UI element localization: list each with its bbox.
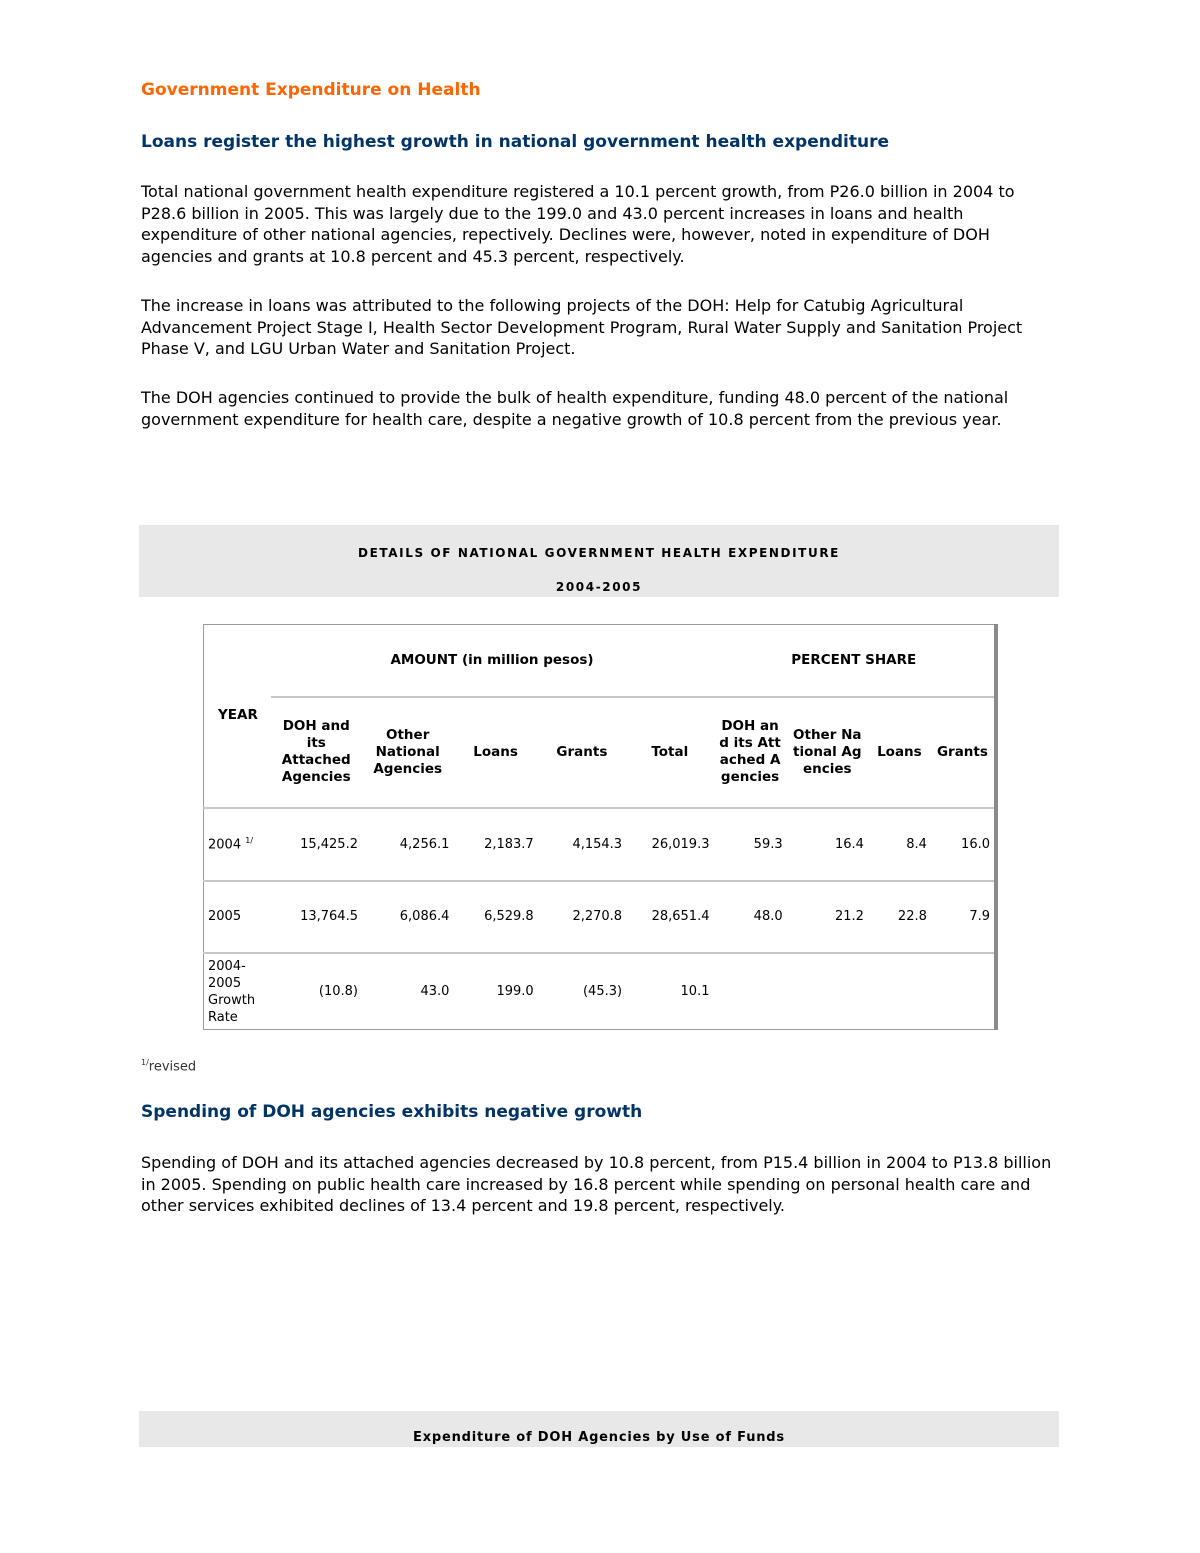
loans-amount-cell: 2,183.7	[453, 808, 537, 881]
grants-share-cell: 7.9	[931, 881, 996, 954]
loans-share-cell: 22.8	[868, 881, 931, 954]
col-total-amount: Total	[626, 697, 713, 808]
total-amount-cell: 26,019.3	[626, 808, 713, 881]
grants-share-cell: 16.0	[931, 808, 996, 881]
col-doh-share: DOH and its Attached Agencies	[713, 697, 786, 808]
doh-amount-cell: 13,764.5	[271, 881, 362, 954]
table-banner-period: 2004-2005	[555, 580, 643, 594]
loans-amount-cell: 6,529.8	[453, 881, 537, 954]
loans-share-cell	[868, 953, 931, 1029]
year-cell: 2004-2005 Growth Rate	[208, 958, 256, 1025]
section-title: Government Expenditure on Health	[141, 80, 481, 100]
bottom-banner-title: Expenditure of DOH Agencies by Use of Funds	[413, 1430, 785, 1445]
grants-amount-cell: 2,270.8	[538, 881, 626, 954]
table-row-growth-rate	[204, 953, 997, 1029]
col-other-amount: Other National Agencies	[362, 697, 453, 808]
other-amount-cell: 43.0	[420, 984, 450, 1000]
year-header: YEAR	[204, 625, 271, 808]
footnote-text: revised	[148, 1059, 197, 1075]
footnote-mark: 1/	[141, 1058, 149, 1067]
doh-share-cell: 48.0	[713, 881, 786, 954]
total-amount-cell: 28,651.4	[626, 881, 713, 954]
headline-loans-growth: Loans register the highest growth in national government health expenditure	[141, 132, 889, 152]
table-banner	[139, 525, 1059, 597]
doh-share-cell: 59.3	[713, 808, 786, 881]
table-row	[204, 808, 997, 881]
table-header-group-row	[204, 625, 997, 697]
col-grants-share: Grants	[931, 697, 996, 808]
loans-amount-cell: 199.0	[496, 984, 534, 1000]
col-grants-amount: Grants	[538, 697, 626, 808]
table-row	[204, 881, 997, 954]
doh-amount-cell: 15,425.2	[271, 808, 362, 881]
loans-share-cell: 8.4	[868, 808, 931, 881]
year-cell: 2005	[204, 881, 271, 954]
percent-share-header: PERCENT SHARE	[713, 625, 996, 697]
paragraph-doh-bulk: The DOH agencies continued to provide the bulk of health expenditure, funding 48.0 percent of the national government expenditure for health care, despite a negative growth of 10.8 percent from the previous year.	[141, 388, 1009, 429]
footnote-marker: 1/	[245, 835, 254, 845]
doh-amount-cell: (10.8)	[318, 984, 358, 1000]
bottom-banner	[139, 1411, 1059, 1447]
table-banner-title: DETAILS OF NATIONAL GOVERNMENT HEALTH EXPENDITURE	[358, 546, 840, 560]
col-loans-amount: Loans	[453, 697, 537, 808]
paragraph-total-expenditure: Total national government health expenditure registered a 10.1 percent growth, from P26.0 billion in 2004 to P28.6 billion in 2005. This was largely due to the 199.0 and 43.0 percent increases in loans and health expenditure of other national agencies, repectively. Declines were, however, noted in expenditure of DOH agencies and grants at 10.8 percent and 45.3 percent, respectively.	[141, 182, 1015, 266]
table-header-sub-row	[204, 697, 997, 808]
other-amount-cell: 4,256.1	[362, 808, 453, 881]
paragraph-doh-spending: Spending of DOH and its attached agencies decreased by 10.8 percent, from P15.4 billion in 2004 to P13.8 billion in 2005. Spending on public health care increased by 16.8 percent while spending on personal health care and other services exhibited declines of 13.4 percent and 19.8 percent, respectively.	[141, 1153, 1052, 1215]
other-share-cell	[787, 953, 868, 1029]
other-share-cell: 21.2	[787, 881, 868, 954]
headline-doh-negative-growth: Spending of DOH agencies exhibits negative growth	[141, 1102, 643, 1122]
year-cell: 2004 $^{1/}$	[204, 808, 271, 881]
grants-share-cell	[931, 953, 996, 1029]
expenditure-table	[203, 624, 998, 1030]
col-loans-share: Loans	[868, 697, 931, 808]
other-share-cell: 16.4	[787, 808, 868, 881]
footnote	[141, 1058, 196, 1074]
col-other-share: Other National Agencies	[787, 697, 868, 808]
other-amount-cell: 6,086.4	[362, 881, 453, 954]
paragraph-loans-projects: The increase in loans was attributed to the following projects of the DOH: Help for Catubig Agricultural Advancement Project Stage I, Health Sector Development Program, Rural Water Supply and Sanitation Project Phase V, and LGU Urban Water and Sanitation Project.	[141, 296, 1023, 358]
grants-amount-cell: 4,154.3	[538, 808, 626, 881]
doh-share-cell	[713, 953, 786, 1029]
grants-amount-cell: (45.3)	[582, 984, 623, 1000]
col-doh-amount: DOH and its Attached Agencies	[271, 697, 362, 808]
amount-header: AMOUNT (in million pesos)	[271, 625, 714, 697]
total-amount-cell: 10.1	[680, 984, 710, 1000]
